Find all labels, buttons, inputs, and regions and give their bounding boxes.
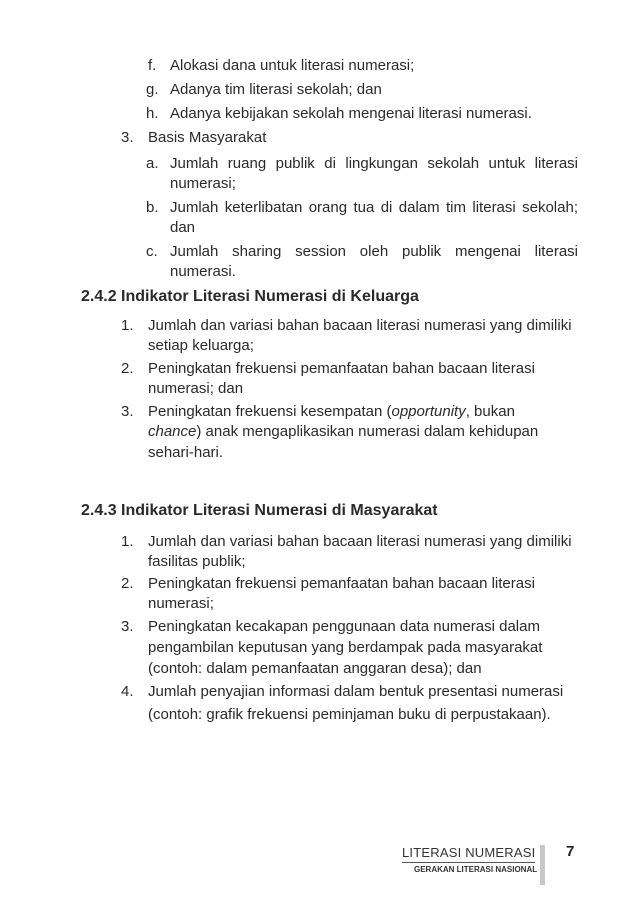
list-marker: h. — [146, 105, 159, 122]
list-item-text: Adanya tim literasi sekolah; dan — [170, 81, 382, 98]
list-item-text: Alokasi dana untuk literasi numerasi; — [170, 57, 415, 74]
list-marker: 3. — [121, 403, 134, 420]
list-item-text: sehari-hari. — [148, 444, 224, 461]
list-marker: 1. — [121, 533, 134, 550]
list-marker: b. — [146, 199, 159, 216]
subsection-title: Basis Masyarakat — [148, 129, 267, 146]
list-item-text: pengambilan keputusan yang berdampak pada masyarakat — [148, 639, 543, 656]
list-item-text: setiap keluarga; — [148, 337, 254, 354]
footer-divider — [402, 862, 535, 863]
list-item-text: Peningkatan kecakapan penggunaan data numerasi dalam — [148, 618, 540, 635]
list-item-text: Jumlah ruang publik di lingkungan sekolah untuk literasi — [170, 155, 578, 172]
footer-title: LITERASI NUMERASI — [402, 845, 536, 860]
section-heading: 2.4.2 Indikator Literasi Numerasi di Keluarga — [81, 288, 419, 305]
list-marker: a. — [146, 155, 159, 172]
section-heading: 2.4.3 Indikator Literasi Numerasi di Masyarakat — [81, 502, 438, 519]
footer-accent-bar — [540, 845, 545, 885]
list-marker: 3. — [121, 129, 134, 146]
list-marker: 2. — [121, 360, 134, 377]
list-item-text: numerasi; — [170, 175, 236, 192]
list-item-text: Peningkatan frekuensi kesempatan (opportunity, bukan — [148, 403, 515, 420]
list-marker: 4. — [121, 683, 134, 700]
list-item-text: fasilitas publik; — [148, 553, 246, 570]
list-item-text: (contoh: dalam pemanfaatan anggaran desa); dan — [148, 660, 482, 677]
list-item-text: chance) anak mengaplikasikan numerasi dalam kehidupan — [148, 423, 539, 440]
list-marker: c. — [146, 243, 158, 260]
list-marker: g. — [146, 81, 159, 98]
list-item-text: Adanya kebijakan sekolah mengenai literasi numerasi. — [170, 105, 532, 122]
footer-subtitle: GERAKAN LITERASI NASIONAL — [414, 865, 538, 874]
list-item-text: Jumlah sharing session oleh publik mengenai literasi — [170, 243, 578, 260]
list-marker: 3. — [121, 618, 134, 635]
list-item-text: Jumlah penyajian informasi dalam bentuk presentasi numerasi — [148, 683, 564, 700]
list-item-text: Peningkatan frekuensi pemanfaatan bahan bacaan literasi — [148, 575, 535, 592]
list-marker: f. — [148, 57, 157, 74]
list-item-text: numerasi; — [148, 595, 214, 612]
page-number: 7 — [566, 843, 575, 860]
list-item-text: numerasi. — [170, 263, 236, 280]
list-item-text: numerasi; dan — [148, 380, 244, 397]
list-item-text: dan — [170, 219, 196, 236]
list-marker: 2. — [121, 575, 134, 592]
list-item-text: Jumlah dan variasi bahan bacaan literasi numerasi yang dimiliki — [148, 317, 572, 334]
list-marker: 1. — [121, 317, 134, 334]
list-item-text: (contoh: grafik frekuensi peminjaman buku di perpustakaan). — [148, 706, 551, 723]
list-item-text: Jumlah keterlibatan orang tua di dalam tim literasi sekolah; — [170, 199, 578, 216]
list-item-text: Jumlah dan variasi bahan bacaan literasi numerasi yang dimiliki — [148, 533, 572, 550]
list-item-text: Peningkatan frekuensi pemanfaatan bahan bacaan literasi — [148, 360, 535, 377]
